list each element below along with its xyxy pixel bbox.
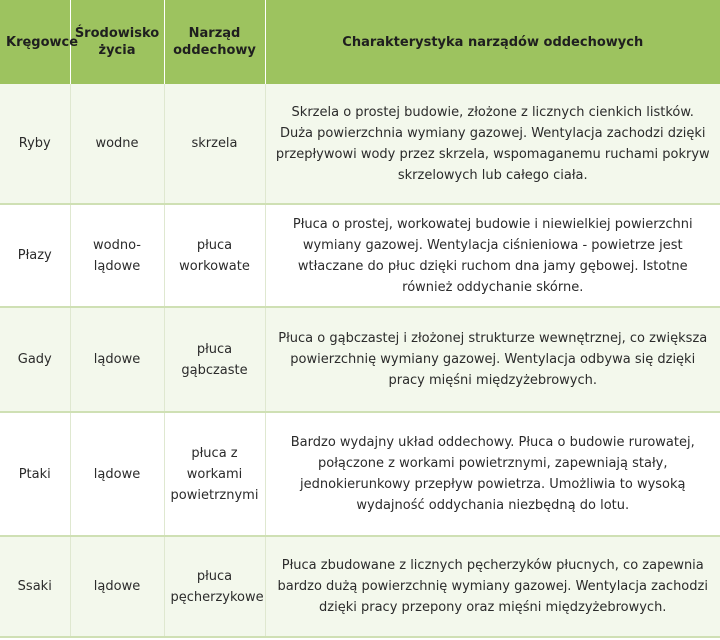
- header-description: Charakterystyka narządów oddechowych: [265, 0, 720, 84]
- organ-cell: skrzela: [164, 84, 265, 204]
- environment-cell: lądowe: [70, 536, 164, 637]
- table-body: [0, 84, 720, 637]
- environment-cell: lądowe: [70, 412, 164, 536]
- description-cell: Płuca o prostej, workowatej budowie i niewielkiej powierzchni wymiany gazowej. Wentylacja ciśnieniowa - powietrze jest wtłaczane do płuc dzięki ruchom dna jamy gębowej. Istotne również oddychanie skórne.: [265, 204, 720, 307]
- header-environment: Środowisko życia: [70, 0, 164, 84]
- header-row: [0, 0, 720, 84]
- table-header: [0, 0, 720, 84]
- description-cell: Płuca zbudowane z licznych pęcherzyków płucnych, co zapewnia bardzo dużą powierzchnię wymiany gazowej. Wentylacja zachodzi dzięki pracy przepony oraz mięśni międzyżebrowych.: [265, 536, 720, 637]
- description-cell: Płuca o gąbczastej i złożonej strukturze wewnętrznej, co zwiększa powierzchnię wymiany gazowej. Wentylacja odbywa się dzięki pracy mięśni międzyżebrowych.: [265, 307, 720, 412]
- table-row: [0, 307, 720, 412]
- organ-cell: płuca gąbczaste: [164, 307, 265, 412]
- header-group: Kręgowce: [0, 0, 70, 84]
- organ-cell: płuca pęcherzykowe: [164, 536, 265, 637]
- group-cell: Ptaki: [0, 412, 70, 536]
- group-cell: Gady: [0, 307, 70, 412]
- description-cell: Skrzela o prostej budowie, złożone z licznych cienkich listków. Duża powierzchnia wymiany gazowej. Wentylacja zachodzi dzięki przepływowi wody przez skrzela, wspomaganemu ruchami pokryw skrzelowych lub całego ciała.: [265, 84, 720, 204]
- environment-cell: wodne: [70, 84, 164, 204]
- environment-cell: wodno-lądowe: [70, 204, 164, 307]
- group-cell: Płazy: [0, 204, 70, 307]
- group-cell: Ssaki: [0, 536, 70, 637]
- table-row: [0, 204, 720, 307]
- header-organ: Narząd oddechowy: [164, 0, 265, 84]
- table-row: [0, 536, 720, 637]
- organ-cell: płuca workowate: [164, 204, 265, 307]
- organ-cell: płuca z workami powietrznymi: [164, 412, 265, 536]
- environment-cell: lądowe: [70, 307, 164, 412]
- description-cell: Bardzo wydajny układ oddechowy. Płuca o budowie rurowatej, połączone z workami powietrznymi, zapewniają stały, jednokierunkowy przepływ powietrza. Umożliwia to wysoką wydajność oddychania niezbędną do lotu.: [265, 412, 720, 536]
- table-row: [0, 84, 720, 204]
- table-row: [0, 412, 720, 536]
- group-cell: Ryby: [0, 84, 70, 204]
